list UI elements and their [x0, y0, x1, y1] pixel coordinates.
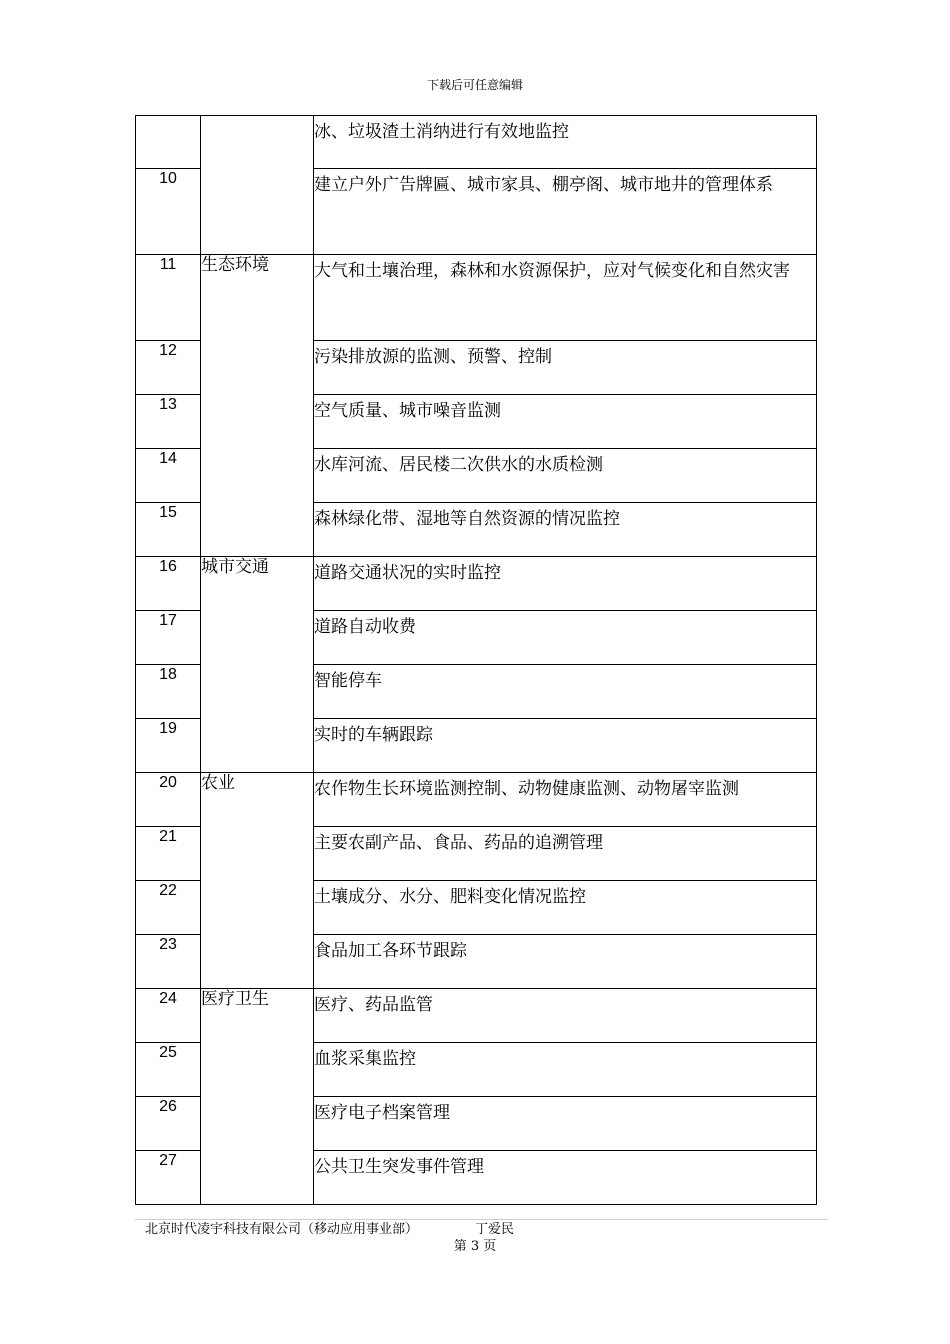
- table-row: [136, 989, 817, 1043]
- row-number: 19: [136, 719, 201, 773]
- row-description: 水库河流、居民楼二次供水的水质检测: [314, 449, 817, 503]
- row-description: 食品加工各环节跟踪: [314, 935, 817, 989]
- row-description: 农作物生长环境监测控制、动物健康监测、动物屠宰监测: [314, 773, 817, 827]
- footer-author: 丁爱民: [475, 1222, 515, 1237]
- page-number: 第 3 页: [453, 1239, 497, 1254]
- row-number: 24: [136, 989, 201, 1043]
- row-description: 建立户外广告牌匾、城市家具、棚亭阁、城市地井的管理体系: [314, 169, 817, 255]
- row-number: 22: [136, 881, 201, 935]
- row-description: 森林绿化带、湿地等自然资源的情况监控: [314, 503, 817, 557]
- row-description: 血浆采集监控: [314, 1043, 817, 1097]
- row-description: 实时的车辆跟踪: [314, 719, 817, 773]
- row-description: 道路交通状况的实时监控: [314, 557, 817, 611]
- row-number: [136, 116, 201, 169]
- page-header-note: 下载后可任意编辑: [426, 78, 523, 92]
- row-number: 23: [136, 935, 201, 989]
- row-description: 空气质量、城市噪音监测: [314, 395, 817, 449]
- row-description: 道路自动收费: [314, 611, 817, 665]
- row-number: 13: [136, 395, 201, 449]
- table-row: [136, 255, 817, 341]
- row-number: 17: [136, 611, 201, 665]
- row-description: 医疗、药品监管: [314, 989, 817, 1043]
- row-number: 25: [136, 1043, 201, 1097]
- category-cell: 医疗卫生: [201, 989, 314, 1205]
- row-number: 21: [136, 827, 201, 881]
- row-number: 16: [136, 557, 201, 611]
- category-cell: 城市交通: [201, 557, 314, 773]
- row-description: 冰、垃圾渣土消纳进行有效地监控: [314, 116, 817, 169]
- row-description: 主要农副产品、食品、药品的追溯管理: [314, 827, 817, 881]
- row-description: 土壤成分、水分、肥料变化情况监控: [314, 881, 817, 935]
- row-number: 12: [136, 341, 201, 395]
- table-row: [136, 116, 817, 169]
- row-description: 大气和土壤治理，森林和水资源保护，应对气候变化和自然灾害: [314, 255, 817, 341]
- row-number: 10: [136, 169, 201, 255]
- footer-divider: [135, 1219, 828, 1220]
- row-number: 27: [136, 1151, 201, 1205]
- row-number: 18: [136, 665, 201, 719]
- row-description: 污染排放源的监测、预警、控制: [314, 341, 817, 395]
- row-number: 20: [136, 773, 201, 827]
- category-cell: 生态环境: [201, 255, 314, 557]
- category-cell: 农业: [201, 773, 314, 989]
- row-number: 14: [136, 449, 201, 503]
- row-number: 15: [136, 503, 201, 557]
- row-description: 医疗电子档案管理: [314, 1097, 817, 1151]
- table-row: [136, 557, 817, 611]
- row-number: 11: [136, 255, 201, 341]
- row-description: 智能停车: [314, 665, 817, 719]
- table-row: [136, 773, 817, 827]
- row-description: 公共卫生突发事件管理: [314, 1151, 817, 1205]
- row-number: 26: [136, 1097, 201, 1151]
- content-table: [135, 115, 817, 1205]
- category-cell: [201, 116, 314, 255]
- footer-company: 北京时代凌宇科技有限公司（移动应用事业部）: [145, 1222, 419, 1237]
